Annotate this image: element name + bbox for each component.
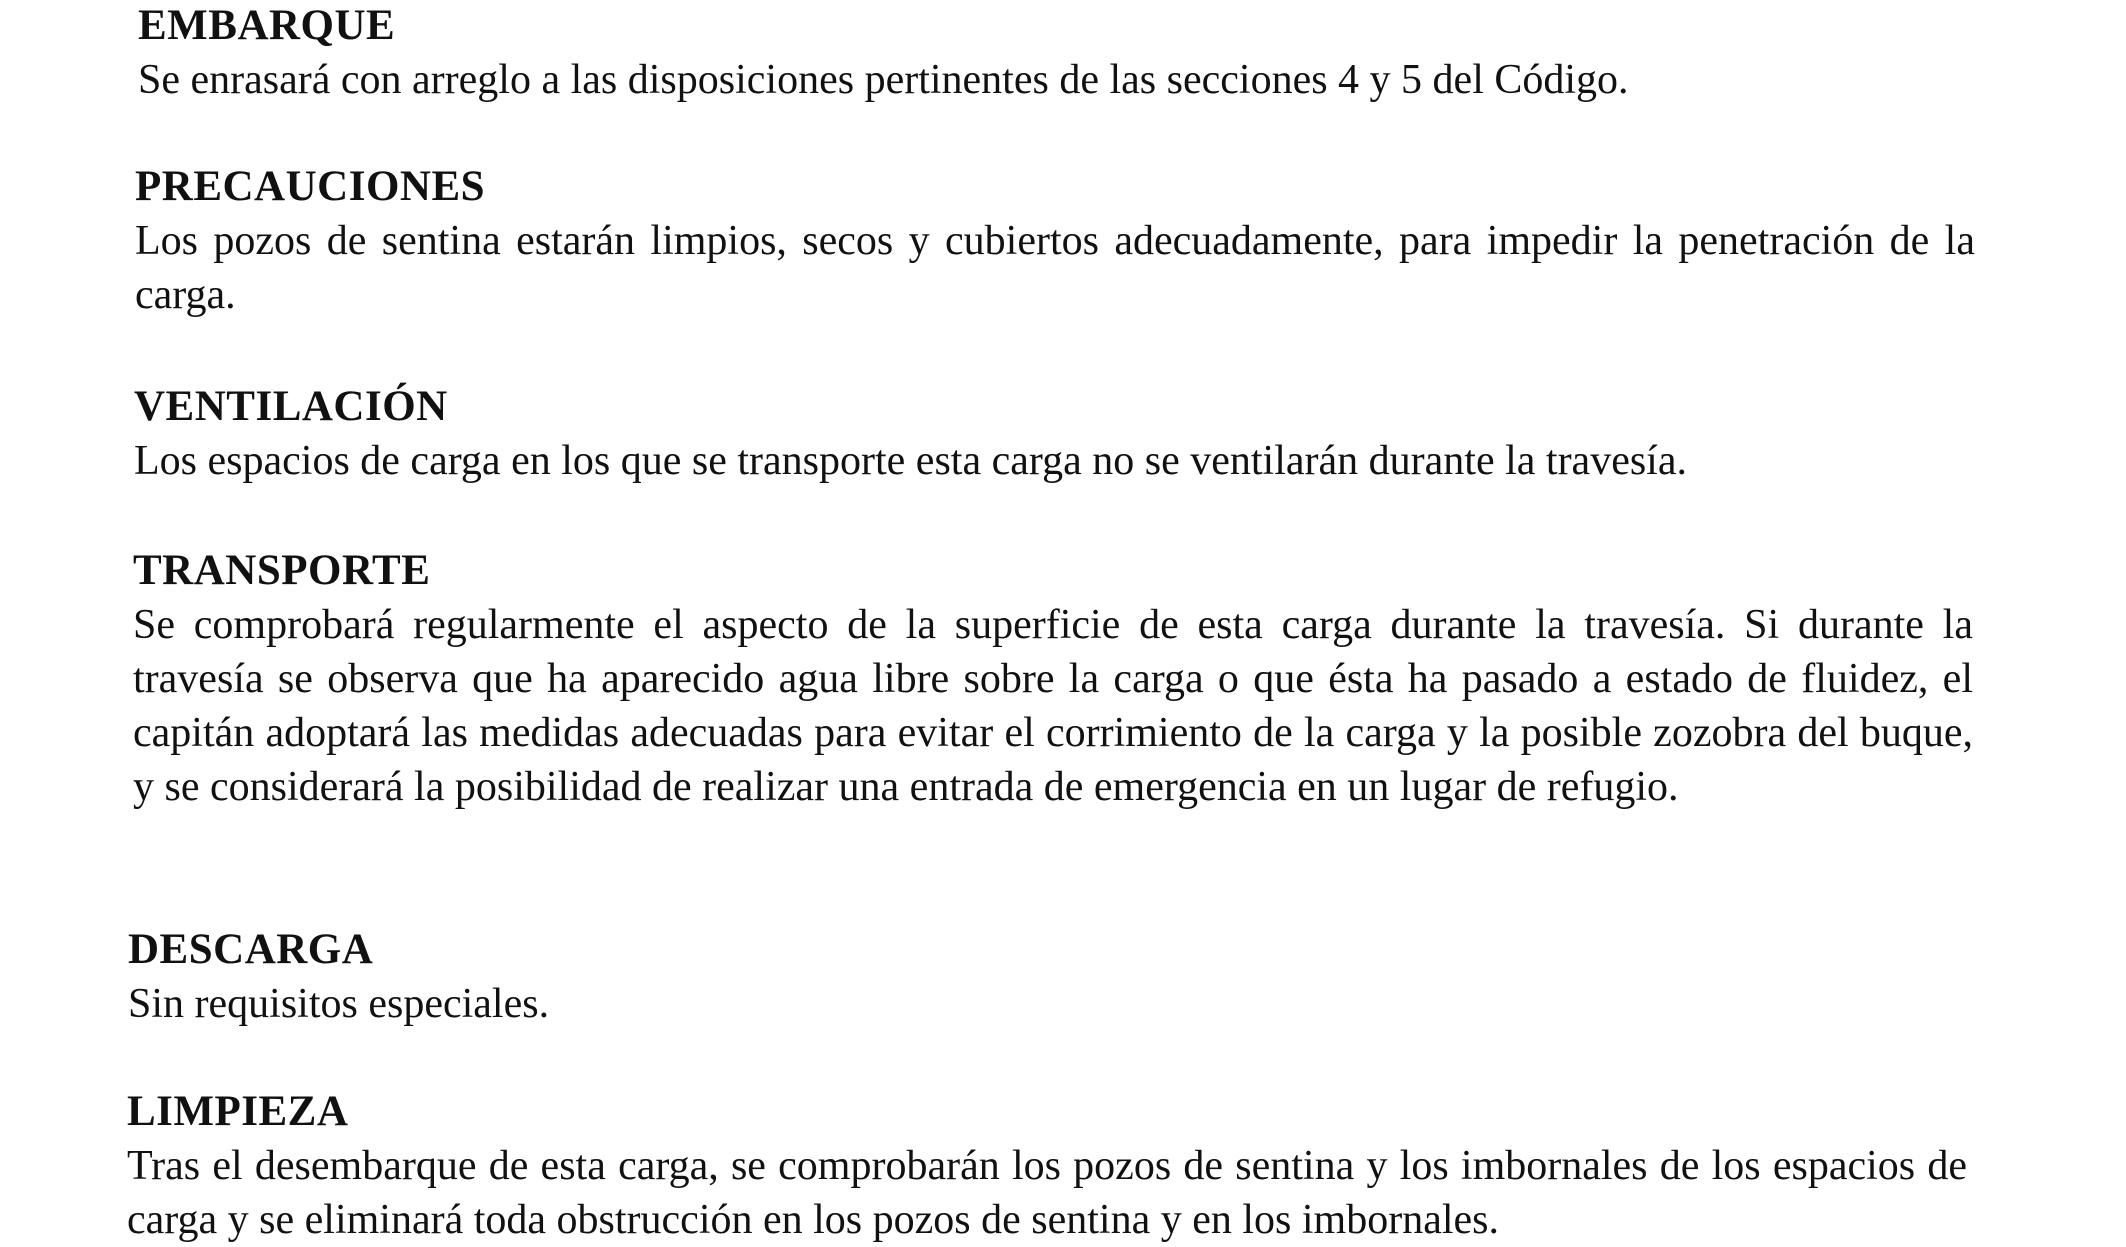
section-heading: TRANSPORTE (133, 547, 431, 594)
section-heading: LIMPIEZA (127, 1088, 349, 1135)
section-body: Tras el desembarque de esta carga, se comprobarán los pozos de sentina y los imbornales de los espacios de carga y se eliminará toda obstrucción en los pozos de sentina y en los imbornales. (127, 1143, 1967, 1243)
section-transporte (133, 544, 1973, 814)
section-body: Se comprobará regularmente el aspecto de la superficie de esta carga durante la travesía. Si durante la travesía se observa que ha aparecido agua libre sobre la carga o que ésta ha pasado a estado de fluidez, el capitán adoptará las medidas adecuadas para evitar el corrimiento de la carga y la posible zozobra del buque, y se considerará la posibilidad de realizar una entrada de emergencia en un lugar de refugio. (133, 602, 1973, 810)
section-body: Se enrasará con arreglo a las disposiciones pertinentes de las secciones 4 y 5 del Código. (138, 57, 1629, 103)
section-heading: PRECAUCIONES (135, 163, 486, 210)
section-heading: DESCARGA (128, 926, 374, 973)
section-ventilacion (134, 380, 1974, 488)
section-body: Sin requisitos especiales. (128, 981, 550, 1027)
section-heading: EMBARQUE (138, 2, 396, 49)
section-heading: VENTILACIÓN (134, 383, 448, 430)
section-body: Los pozos de sentina estarán limpios, secos y cubiertos adecuadamente, para impedir la penetración de la carga. (135, 218, 1975, 318)
section-embarque (138, 0, 1978, 107)
section-limpieza (127, 1085, 1967, 1247)
section-precauciones (135, 160, 1975, 322)
section-descarga (128, 923, 1968, 1031)
section-body: Los espacios de carga en los que se transporte esta carga no se ventilarán durante la travesía. (134, 438, 1687, 484)
